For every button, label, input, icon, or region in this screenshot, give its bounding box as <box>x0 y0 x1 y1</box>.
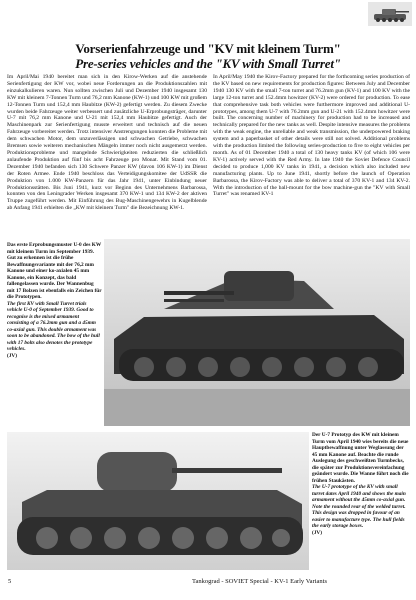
page-number: 5 <box>8 578 12 585</box>
caption-bottom-credit: (JV) <box>312 529 323 536</box>
caption-bottom-english: The U-7 prototype of the KV with small turret dates April 1940 and shows the main armament without the 45mm co-axial gun. Note the rounded rear of the welded turret. This design was dropped in favour of an easier to manufacture type. The hull fields the early storage boxes. <box>312 484 406 529</box>
series-title: Tankograd - SOVIET Special - KV-1 Early Variants <box>192 578 327 585</box>
english-body-text: In April/May 1940 the Kirov-Factory prepared for the forthcoming series production of the KV based on new requirements for production figures: Between July and December 1940 130 KV with the small 7-ton turret and 76.2mm gun (KV-1) and 100 KV with the large 12-ton turret and 152.4mm howitzer (KV-2) were ordered for production. To ease that comprehensive task both vehicles were furthermore improved and additional U-prototypes, among them U-7 with 76.2mm gun and U-21 with 152.4mm howitzer were built. The concerning number of machinery for production had to be increased and technically prepared for the new tanks as well. Despite intensive measures the problems with the weak engine, the unreliable and weak transmission, the underpowered braking system and a paperbasket of other details were still not solved. Additional problems with the production limited the following series-production to five to eight vehicles per month. As of 01 December 1940 a total of 130 heavy tanks KV (of which 106 were KV-1) actively served with the Red Army. In late 1940 the Soviet Defence Council decided to produce 1,000 KV tanks in 1941, a decision which also included new manufacturing plants. Up to June 1941, shortly before the launch of Operation Barbarossa, the Kirov-Factory was able to deliver a total of 370 KV-1 and 134 KV-2. With the introduction of the ball-mount for the bow machine-gun the "KV with Small Turret" was renamed KV-1 <box>213 74 410 198</box>
german-text-column <box>7 74 207 236</box>
photo-kv-u7-prototype <box>7 432 309 570</box>
caption-bottom-german: Der U-7 Prototyp des KW mit kleinem Turm vom April 1940 wies bereits die neue Hauptbewaffnung unter Weglassung der 45 mm Kanone auf. Beachte die runde Auslegung des geschweißten Turmbecks, die später zur Produktionsvereinfachung geändert wurde. Die Wanne führt noch die frühen Staukästen. <box>312 432 409 484</box>
photo-kv-u0-prototype <box>104 239 410 426</box>
caption-top-credit: (JV) <box>7 352 18 359</box>
photo-caption-bottom <box>312 432 410 570</box>
title-english: Pre-series vehicles and the "KV with Small Turret" <box>75 56 341 71</box>
caption-top-german: Das erste Erprobungsmuster U-0 des KW mit kleinem Turm im September 1939. Gut zu erkennen ist die frühe Bewaffnungsvariante mit der 76,2 mm Kanone und einer ko-axialen 45 mm Kanone, ein Konzept, das bald fallengelassen wurde. Der Wannenbug mit 17 Bolzen ist ebenfalls ein Zeichen für die Prototypen. <box>7 242 102 300</box>
english-text-column <box>213 74 410 236</box>
caption-top-english: The first KV with Small Turret trials vehicle U-0 of September 1939. Good to recognise is the mixed armament consisting of a 76.2mm gun and a 45mm co-axial gun. This double armament was soon to be abandoned. The bow of the hull with 17 bolts also denotes the prototype vehicles. <box>7 300 100 352</box>
title-german: Vorserienfahrzeuge und "KV mit kleinem Turm" <box>75 41 341 56</box>
german-body-text: Im April/Mai 1940 bereitet man sich in den Kirow-Werken auf die anstehende Serienfertigung der KW vor, wobei neue Forderungen an die Produktionszahlen mit einzukalkulieren waren. Nun sollten zwischen Juli und Dezember 1940 insgesamt 130 KW mit kleinem 7-Tonnen Turm und 76,2 mm Kanone (KW-1) und 100 KW mit großem 12-Tonnen Turm und 152,4 mm Haubitze (KW-2) gefertigt werden. Zu diesem Zwecke wurden beide Fahrzeuge weiter verbessert und zusätzliche U-Erprobungsträger, darunter U-7 mit 76,2 mm Kanone und U-21 mit 152,4 mm Haubitze gefertigt. Auch der Maschinenpark zur Serienfertigung musste erweitert und technisch auf die neuen Fahrzeuge vorbereitet werden. Trotz intensiver Anstrengungen konnten die Probleme mit dem schwachen Motor, dem unzuverlässigen und schwachen Getriebe, schwachen Bremsen sowie weiteren mechanischen Mängeln immer noch nicht ausgemerzt werden. Produktionsprobleme und mangelnde Schwierigkeiten reduzierten die schließlich anlaufende Produktion auf fünf bis acht Fahrzeuge pro Monat. Mit Stand vom 01. Dezember 1940 befanden sich 130 Schwere Panzer KW (davon 106 KW-1) im Dienst der Roten Armee. Ende 1940 beschloss das Verteidigungskomitee der UdSSR die Produktion von 1.000 KW-Panzern für das Jahr 1941, unter Einbindung neuer Produktionsstätten. Bis Juni 1941, kurz vor Beginn des Unternehmens Barbarossa, konnten von den Leningrader Werken insgesamt 370 KW-1 und 134 KW-2 der aktiven Truppe zugeführt werden. Mit Einführung des Bug-Maschinengewehrs in Kugelblende ab Anfang 1941 erhielten die „KW mit kleinem Turm" die Bezeichnung KW-1. <box>7 74 207 212</box>
photo-caption-top <box>7 242 102 418</box>
tank-thumbnail-icon <box>368 2 412 26</box>
